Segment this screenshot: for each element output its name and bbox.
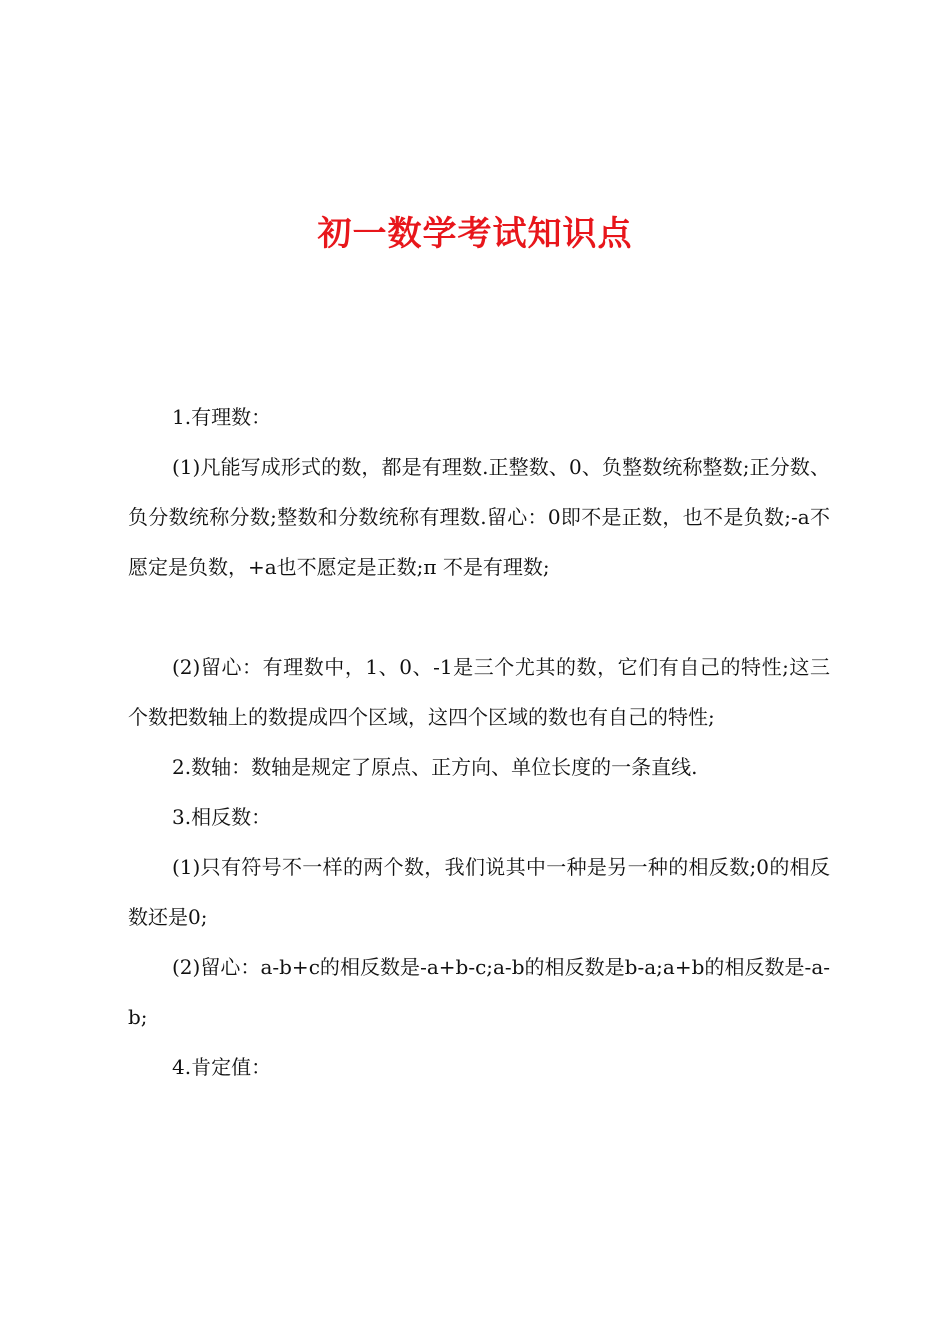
paragraph-rational-definition: (1)凡能写成形式的数，都是有理数.正整数、0、负整数统称整数;正分数、负分数统称分数;整数和分数统称有理数.留心：0即不是正数，也不是负数;-a不愿定是负数，+a也不愿定是正数;π 不是有理数;	[128, 455, 830, 579]
section-heading-opposite-numbers: 3.相反数：	[172, 805, 272, 829]
paragraph-opposite-examples: (2)留心：a-b+c的相反数是-a+b-c;a-b的相反数是b-a;a+b的相反数是-a-b;	[128, 955, 830, 1029]
paragraph-special-numbers: (2)留心：有理数中，1、0、-1是三个尤其的数，它们有自己的特性;这三个数把数轴上的数提成四个区域，这四个区域的数也有自己的特性;	[128, 655, 830, 729]
paragraph-opposite-definition: (1)只有符号不一样的两个数，我们说其中一种是另一种的相反数;0的相反数还是0;	[128, 855, 830, 929]
section-heading-absolute-value: 4.肯定值：	[172, 1055, 272, 1079]
paragraph-spacer	[128, 592, 830, 642]
section-heading-number-line: 2.数轴：数轴是规定了原点、正方向、单位长度的一条直线.	[172, 755, 698, 779]
document-title: 初一数学考试知识点	[317, 214, 633, 254]
document-body	[128, 392, 830, 1092]
section-heading-rational-numbers: 1.有理数：	[172, 405, 272, 429]
